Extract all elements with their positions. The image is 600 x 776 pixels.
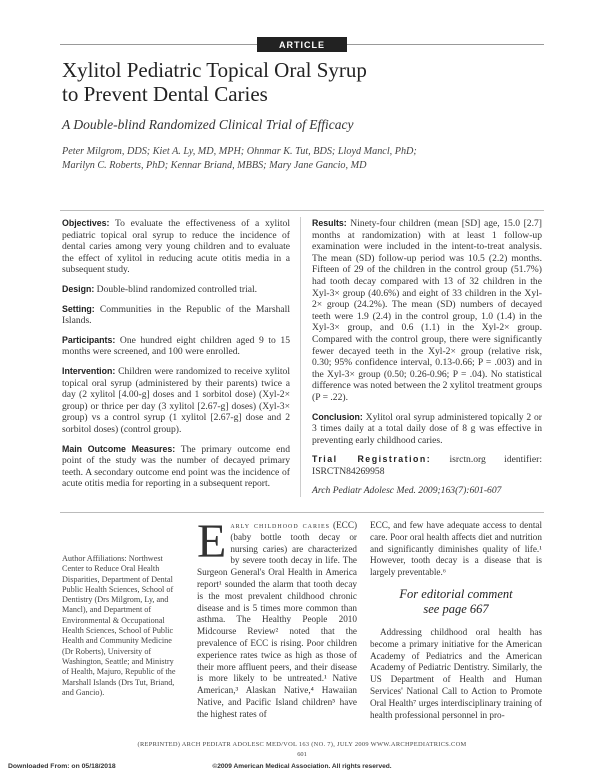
abstract-conclusion: Conclusion: Xylitol oral syrup administered topically 2 or 3 times daily at a total daily dose of 8 g was effective in preventing early childhood caries. [312, 411, 543, 446]
abstract-setting: Setting: Communities in the Republic of the Marshall Islands. [62, 303, 290, 327]
abstract-design: Design: Double-blind randomized controlled trial. [62, 283, 258, 295]
abstract-intervention: Intervention: Children were randomized to receive xylitol topical oral syrup (administered by their parents) twice a day (2 xylitol [4.00-g] doses and 1 sorbitol dose) (Xyl-2× group) or thrice per day (3 xylitol [2.67-g] doses) (Xyl-3× group) vs a control syrup (1 xylitol [2.67-g] dose and 2 sorbitol doses) (control group). [62, 365, 290, 435]
journal-footer: (REPRINTED) ARCH PEDIATR ADOLESC MED/VOL 163 (NO. 7), JULY 2009 WWW.ARCHPEDIATRICS.COM [137, 741, 467, 748]
author-line: Peter Milgrom, DDS; Kiet A. Ly, MD, MPH; Ohnmar K. Tut, BDS; Lloyd Mancl, PhD; [62, 146, 417, 157]
abstract-results: Results: Ninety-four children (mean [SD] age, 15.0 [2.7] months at randomization) with at least 1 follow-up examination were included in the intent-to-treat analysis. The mean (SD) follow-up period was 10.5 (2.2) months. Fifteen of 29 of the children in the control group (51.7%) had tooth decay compared with 13 of 32 children in the Xyl-3× group (40.6%) and eight of 33 children in the Xyl-2× group (24.2%). The mean (SD) numbers of decayed teeth were 1.9 (2.4) in the control group, 1.0 (1.4) in the Xyl-3× group, and 0.6 (1.1) in the Xyl-2× group. Compared with the control group, there were significantly fewer decayed teeth in the Xyl-2× group (relative risk, 0.30; 95% confidence interval, 0.13-0.66; P = .003) and in the Xyl-3× group (0.50; 0.26-0.96; P = .04). No statistical difference was noted between the 2 xylitol treatment groups (P = .22). [312, 218, 542, 403]
author-affiliations: Author Affiliations: Northwest Center to Reduce Oral Health Disparities, Department of Dental Public Health Sciences, School of Dentistry (Drs Milgrom, Ly, and Mancl), and Department of Environmental & Occupational Health Sciences, School of Public Health and Community Medicine (Dr Roberts), University of Washington, Seattle; and Ministry of Health, Majuro, Republic of the Marshall Islands (Drs Tut, Briand, and Gancio). [62, 554, 176, 697]
abstract-left-column [62, 218, 290, 498]
title-line: Xylitol Pediatric Topical Oral Syrup [62, 58, 367, 82]
abstract-column-divider [300, 217, 301, 497]
abstract-top-rule [60, 210, 544, 211]
lead-in: arly childhood caries [230, 520, 331, 530]
abstract-objectives: Objectives: To evaluate the effectiveness of a xylitol pediatric topical oral syrup to reduce the incidence of dental caries among very young children and to evaluate the effect of xylitol in reducing acute otitis media in a subsequent study. [62, 218, 290, 276]
author-list [62, 145, 542, 172]
drop-cap: E [197, 515, 227, 568]
article-tag: ARTICLE [257, 37, 347, 52]
abstract-registration: Trial Registration: isrctn.org identifier: ISRCTN84269958 [312, 454, 542, 477]
article-citation: Arch Pediatr Adolesc Med. 2009;163(7):601-607 [312, 485, 502, 497]
editorial-callout: For editorial comment see page 667 [399, 586, 513, 616]
article-subtitle: A Double-blind Randomized Clinical Trial of Efficacy [62, 117, 354, 132]
download-notice: Downloaded From: on 05/18/2018 [8, 763, 116, 770]
body-text: (ECC) (baby bottle tooth decay or nursing caries) are characterized by severe tooth decay in life. The Surgeon General's Oral Health in America report¹ sounded the alarm that tooth decay is the most prevalent childhood chronic disease and is 5 times more common than asthma. The Healthy People 2010 Midcourse Review² noted that the prevalence of ECC is rising. Poor children experience rates twice as high as those of their more affluent peers, and their disease is more likely to be untreated.¹ Native American,³ Alaskan Native,⁴ Hawaiian Native, and Pacific Island children⁵ have the highest rates of [197, 520, 358, 719]
abstract-participants: Participants: One hundred eight children aged 9 to 15 months were screened, and 100 were enrolled. [62, 334, 290, 358]
body-text: Addressing childhood oral health has become a primary initiative for the American Academy of Pediatrics and the American Academy of Pediatric Dentistry. Similarly, the US Department of Health and Human Services' National Call to Action to Promote Oral Health⁷ urges interdisciplinary training of health professional personnel in pro- [370, 626, 542, 720]
author-line: Marilyn C. Roberts, PhD; Kennar Briand, MBBS; Mary Jane Gancio, MD [62, 159, 367, 171]
copyright-line: ©2009 American Medical Association. All rights reserved. [212, 763, 392, 770]
article-title [62, 58, 542, 106]
body-column-2 [370, 520, 542, 721]
body-text: ECC, and few have adequate access to dental care. Poor oral health affects diet and nutrition and significantly diminishes quality of life.¹ However, tooth decay is a disease that is largely preventable.⁶ [370, 520, 542, 578]
page-number: 601 [297, 751, 307, 758]
title-line: to Prevent Dental Caries [62, 82, 268, 106]
body-column-1 [197, 515, 358, 721]
abstract-right-column [312, 218, 542, 505]
abstract-bottom-rule [60, 512, 544, 513]
abstract-outcome: Main Outcome Measures: The primary outcome end point of the study was the number of decayed primary teeth. A secondary outcome end point was the incidence of acute otitis media for reporting in a subsequent report. [62, 443, 290, 490]
